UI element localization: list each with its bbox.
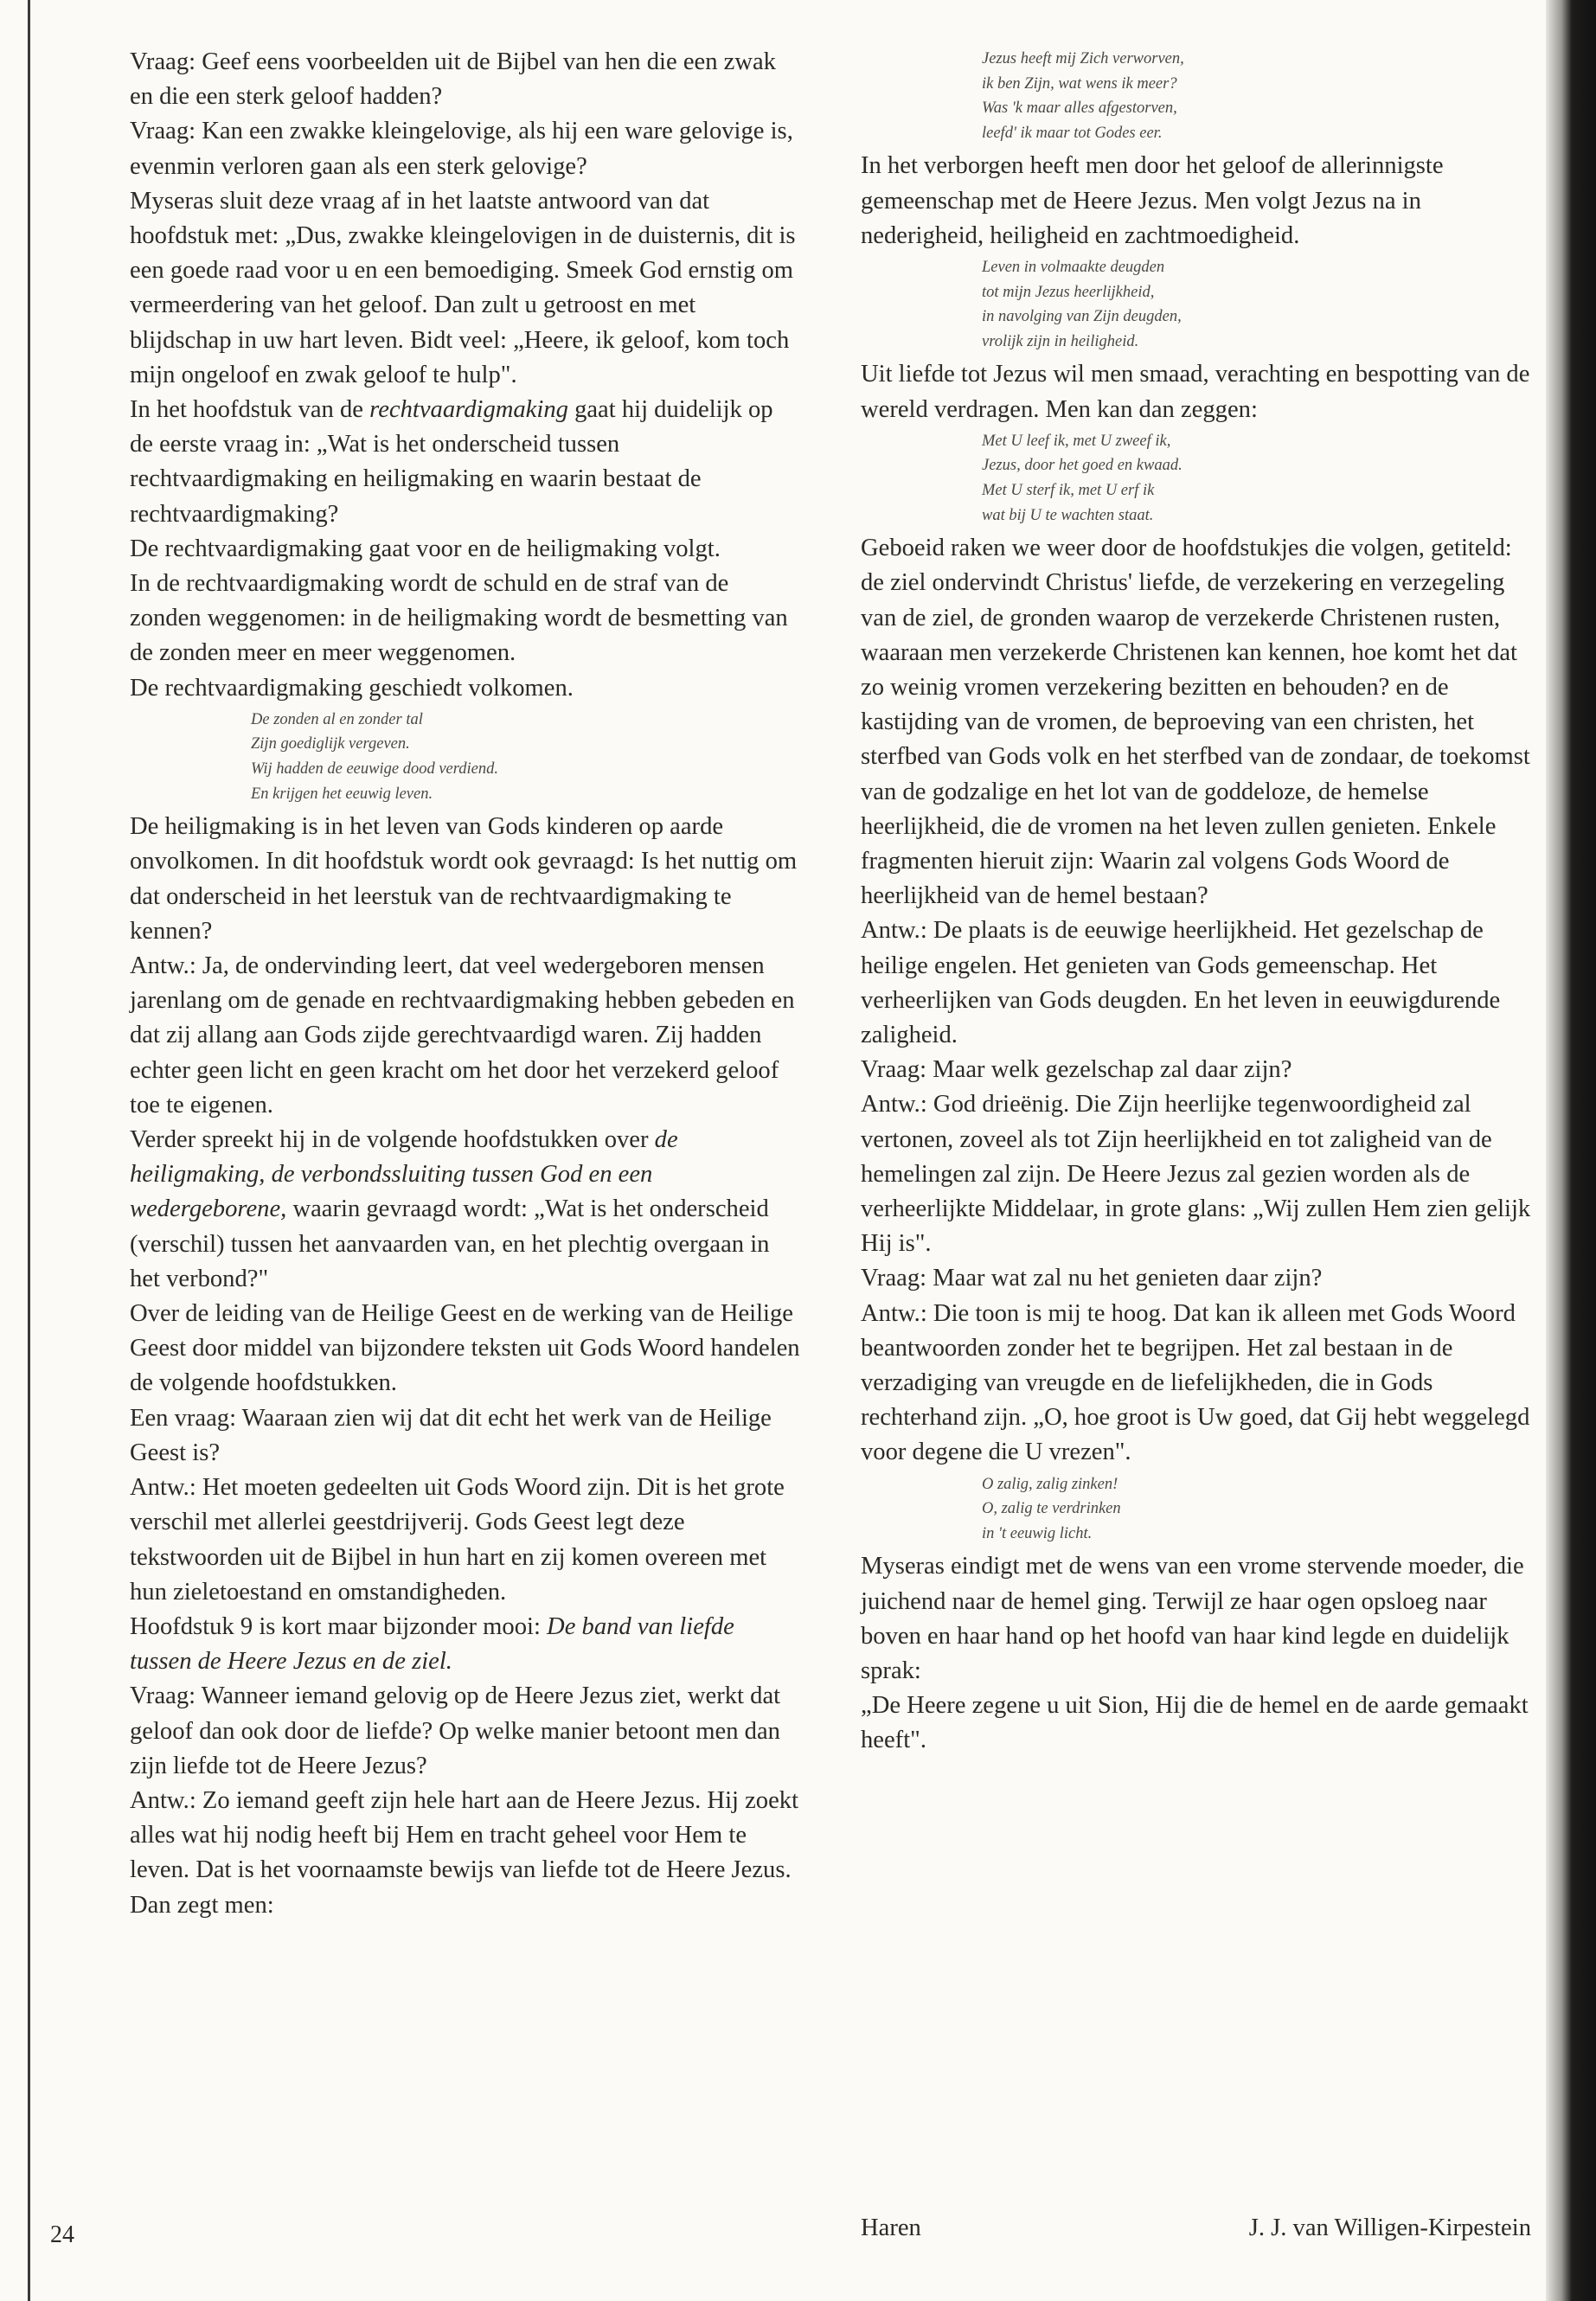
poem-line: vrolijk zijn in heiligheid.	[982, 332, 1139, 350]
text-run: De rechtvaardigmaking geschiedt volkomen.	[130, 674, 574, 702]
poem-line: En krijgen het eeuwig leven.	[251, 785, 433, 803]
poem-quote	[861, 255, 1531, 354]
page-margin-rule	[28, 0, 30, 2301]
text-run: gaat hij duidelijk op de eerste vraag in: „Wat is het onderscheid tussen rechtvaardigmaking en heiligmaking en waarin bestaat de rechtvaardigmaking?	[130, 396, 773, 528]
text-run: Geboeid raken we weer door de hoofdstukjes die volgen, getiteld: de ziel ondervindt Christus' liefde, de verzekering en verzegeling van de ziel, de gronden waarop de verzekerde Christenen rusten, waaraan men verzekerde Christenen kan kennen, hoe komt het dat zo weinig vromen verzekering bezitten en behouden? en de kastijding van de vromen, de beproeving van een christen, het sterfbed van Gods volk en het sterfbed van de zondaar, de toekomst van de godzalige en het lot van de goddeloze, de hemelse heerlijkheid, die de vromen na het leven zullen genieten. Enkele fragmenten hieruit zijn: Waarin zal volgens Gods Woord de heerlijkheid van de hemel bestaan?	[861, 535, 1530, 910]
paragraph	[130, 532, 800, 567]
paragraph	[861, 1087, 1531, 1261]
poem-line: in 't eeuwig licht.	[982, 1524, 1093, 1542]
poem-quote	[861, 429, 1531, 528]
poem-line: Was 'k maar alles afgestorven,	[982, 99, 1177, 118]
text-run: Myseras sluit deze vraag af in het laatste antwoord van dat hoofdstuk met: „Dus, zwakke kleingelovigen in de duisternis, dit is een goede raad voor u en een bemoediging. Smeek God ernstig om vermeerdering van het geloof. Dan zult u getroost en met blijdschap in uw hart leven. Bidt veel: „Heere, ik geloof, kom toch mijn ongeloof en zwak geloof te hulp".	[130, 187, 796, 388]
text-run: Antw.: De plaats is de eeuwige heerlijkheid. Het gezelschap de heilige engelen. Het genieten van Gods gemeenschap. Het verheerlijken van Gods deugden. En het leven in eeuwigdurende zaligheid.	[861, 917, 1501, 1048]
paragraph	[130, 567, 800, 671]
paragraph	[861, 1549, 1531, 1689]
paragraph	[861, 531, 1531, 913]
paragraph	[861, 1053, 1531, 1087]
text-run: De heiligmaking is in het leven van Gods kinderen op aarde onvolkomen. In dit hoofdstuk wordt ook gevraagd: Is het nuttig om dat onderscheid in het leerstuk van de rechtvaardigmaking te kennen?	[130, 813, 798, 945]
poem-quote	[861, 47, 1531, 145]
italic-text: rechtvaardigmaking	[369, 396, 568, 424]
paragraph	[861, 1689, 1531, 1758]
poem-line: leefd' ik maar tot Godes eer.	[982, 124, 1163, 142]
poem-quote	[130, 708, 800, 806]
poem-line: O, zalig te verdrinken	[982, 1500, 1121, 1518]
text-run: Verder spreekt hij in de volgende hoofdstukken over	[130, 1126, 655, 1154]
paragraph	[130, 184, 800, 393]
text-run: Vraag: Kan een zwakke kleingelovige, als hij een ware gelovige is, evenmin verloren gaan als een sterk gelovige?	[130, 118, 793, 180]
page-number: 24	[50, 2221, 74, 2248]
paragraph	[861, 913, 1531, 1053]
text-run: „De Heere zegene u uit Sion, Hij die de hemel en de aarde gemaakt heeft".	[861, 1692, 1529, 1754]
page-edge-shadow	[1546, 0, 1596, 2301]
paragraph	[130, 1679, 800, 1784]
text-run: Antw.: Ja, de ondervinding leert, dat veel wedergeboren mensen jarenlang om de genade en rechtvaardigmaking hebben gebeden en dat zij allang aan Gods zijde gerechtvaardigd waren. Zij hadden echter geen licht en geen kracht om het door het verzekerd geloof toe te eigenen.	[130, 952, 795, 1118]
text-run: Myseras eindigt met de wens van een vrome stervende moeder, die juichend naar de hemel ging. Terwijl ze haar ogen opsloeg naar boven en haar hand op het hoofd van haar kind legde en duidelijk sprak:	[861, 1553, 1524, 1685]
text-run: Hoofdstuk 9 is kort maar bijzonder mooi:	[130, 1612, 548, 1640]
text-run: Een vraag: Waaraan zien wij dat dit echt het werk van de Heilige Geest is?	[130, 1404, 772, 1466]
paragraph	[130, 671, 800, 706]
right-column	[861, 45, 1531, 1759]
poem-line: Jezus heeft mij Zich verworven,	[982, 50, 1184, 67]
poem-line: De zonden al en zonder tal	[251, 710, 423, 728]
text-run: Uit liefde tot Jezus wil men smaad, verachting en bespotting van de wereld verdragen. Men kan dan zeggen:	[861, 361, 1530, 423]
text-run: Vraag: Wanneer iemand gelovig op de Heere Jezus ziet, werkt dat geloof dan ook door de liefde? Op welke manier betoont men dan zijn liefde tot de Heere Jezus?	[130, 1682, 781, 1779]
text-run: Antw.: Het moeten gedeelten uit Gods Woord zijn. Dit is het grote verschil met allerlei geestdrijverij. Gods Geest legt deze tekstwoorden uit de Bijbel in hun hart en zij komen overeen met hun zieletoestand en omstandigheden.	[130, 1474, 785, 1606]
paragraph	[130, 810, 800, 949]
paragraph	[861, 1297, 1531, 1471]
poem-line: tot mijn Jezus heerlijkheid,	[982, 283, 1155, 301]
text-run: Vraag: Geef eens voorbeelden uit de Bijbel van hen die een zwak en die een sterk geloof hadden?	[130, 48, 776, 111]
paragraph	[130, 1471, 800, 1610]
paragraph	[130, 45, 800, 114]
italic-text: De band van liefde tussen de Heere Jezus en de ziel.	[130, 1612, 734, 1676]
paragraph	[130, 949, 800, 1123]
paragraph	[130, 1784, 800, 1923]
text-run: De rechtvaardigmaking gaat voor en de heiligmaking volgt.	[130, 535, 721, 562]
paragraph	[861, 357, 1531, 426]
paragraph	[861, 1261, 1531, 1296]
poem-line: Leven in volmaakte deugden	[982, 258, 1165, 276]
poem-line: Wij hadden de eeuwige dood verdiend.	[251, 760, 498, 779]
poem-line: Met U leef ik, met U zweef ik,	[982, 432, 1171, 450]
text-run: In het hoofdstuk van de	[130, 396, 370, 424]
paragraph	[861, 149, 1531, 253]
text-run: In het verborgen heeft men door het geloof de allerinnigste gemeenschap met de Heere Jezus. Men volgt Jezus na in nederigheid, heiligheid en zachtmoedigheid.	[861, 152, 1444, 249]
text-run: Antw.: Die toon is mij te hoog. Dat kan ik alleen met Gods Woord beantwoorden zonder het te begrijpen. Het zal bestaan in de verzadiging van vreugde en de liefelijkheden, die in Gods rechterhand zijn. „O, hoe groot is Uw goed, dat Gij hebt weggelegd voor degene die U vrezen".	[861, 1299, 1530, 1466]
paragraph	[130, 1401, 800, 1471]
poem-line: Zijn goediglijk vergeven.	[251, 735, 410, 753]
paragraph	[130, 393, 800, 532]
left-column	[130, 45, 800, 1923]
poem-line: Jezus, door het goed en kwaad.	[982, 457, 1183, 475]
poem-line: in navolging van Zijn deugden,	[982, 308, 1182, 326]
text-run: Vraag: Maar welk gezelschap zal daar zijn?	[861, 1056, 1292, 1084]
poem-line: wat bij U te wachten staat.	[982, 506, 1154, 524]
text-run: Antw.: Zo iemand geeft zijn hele hart aan de Heere Jezus. Hij zoekt alles wat hij nodig heeft bij Hem en tracht geheel voor Hem te leven. Dat is het voornaamste bewijs van liefde tot de Heere Jezus. Dan zegt men:	[130, 1786, 799, 1919]
text-run: Antw.: God drieënig. Die Zijn heerlijke tegenwoordigheid zal vertonen, zoveel als tot Zijn heerlijkheid en tot zaligheid van de hemelingen zal zijn. De Heere Jezus zal gezien worden als de verheerlijkte Middelaar, in grote glans: „Wij zullen Hem zien gelijk Hij is".	[861, 1091, 1531, 1258]
poem-quote	[861, 1472, 1531, 1547]
paragraph	[130, 1123, 800, 1297]
text-run: Over de leiding van de Heilige Geest en de werking van de Heilige Geest door middel van bijzondere teksten uit Gods Woord handelen de volgende hoofdstukken.	[130, 1300, 800, 1397]
poem-line: Met U sterf ik, met U erf ik	[982, 481, 1155, 499]
text-run: In de rechtvaardigmaking wordt de schuld en de straf van de zonden weggenomen: in de heiligmaking wordt de besmetting van de zonden meer en meer weggenomen.	[130, 570, 788, 667]
paragraph	[130, 1610, 800, 1679]
paragraph	[130, 1297, 800, 1401]
italic-text: de heiligmaking, de verbondssluiting tussen God en een wedergeborene,	[130, 1126, 678, 1223]
text-run: waarin gevraagd wordt: „Wat is het onderscheid (verschil) tussen het aanvaarden van, en het plechtig overgaan in het verbond?"	[130, 1195, 770, 1292]
signature-author: J. J. van Willigen-Kirpestein	[1248, 2214, 1531, 2241]
poem-line: O zalig, zalig zinken!	[982, 1475, 1118, 1493]
paragraph	[130, 114, 800, 183]
poem-line: ik ben Zijn, wat wens ik meer?	[982, 74, 1177, 93]
text-run: Vraag: Maar wat zal nu het genieten daar zijn?	[861, 1265, 1323, 1292]
signature-place: Haren	[861, 2214, 921, 2241]
